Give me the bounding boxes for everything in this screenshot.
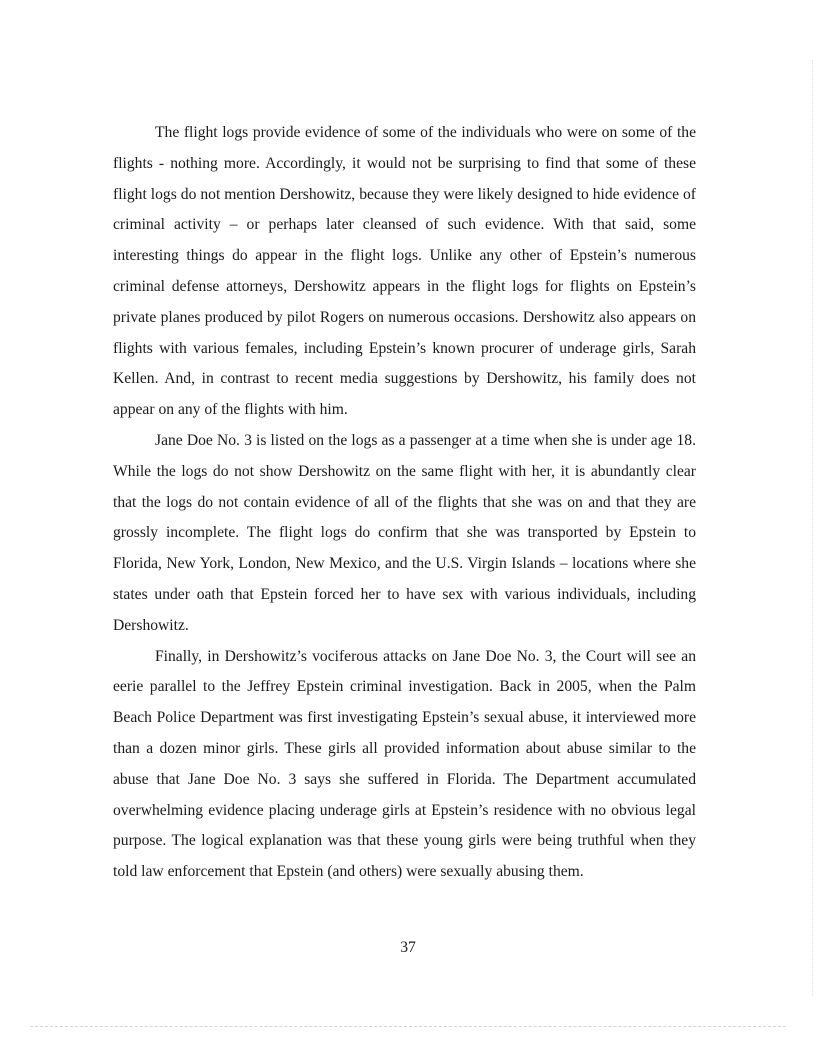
- paragraph-flight-logs: The flight logs provide evidence of some of the individuals who were on some of the flights - nothing more. Accordingly, it would not be surprising to find that some of these flight logs do not mention Dershowitz, because they were likely designed to hide evidence of criminal activity – or perhaps later cleansed of such evidence. With that said, some interesting things do appear in the flight logs. Unlike any other of Epstein’s numerous criminal defense attorneys, Dershowitz appears in the flight logs for flights on Epstein’s private planes produced by pilot Rogers on numerous occasions. Dershowitz also appears on flights with various females, including Epstein’s known procurer of underage girls, Sarah Kellen. And, in contrast to recent media suggestions by Dershowitz, his family does not appear on any of the flights with him.: [113, 124, 696, 419]
- scan-bottom-mark: [30, 1026, 786, 1027]
- body-text: [113, 118, 696, 888]
- page-number: 37: [400, 939, 416, 956]
- scan-edge-mark: [812, 60, 813, 996]
- paragraph-jane-doe-logs: Jane Doe No. 3 is listed on the logs as a passenger at a time when she is under age 18. While the logs do not show Dershowitz on the same flight with her, it is abundantly clear that the logs do not contain evidence of all of the flights that she was on and that they are grossly incomplete. The flight logs do confirm that she was transported by Epstein to Florida, New York, London, New Mexico, and the U.S. Virgin Islands – locations where she states under oath that Epstein forced her to have sex with various individuals, including Dershowitz.: [113, 431, 696, 634]
- paragraph-investigation-parallel: Finally, in Dershowitz’s vociferous attacks on Jane Doe No. 3, the Court will see an eerie parallel to the Jeffrey Epstein criminal investigation. Back in 2005, when the Palm Beach Police Department was first investigating Epstein’s sexual abuse, it interviewed more than a dozen minor girls. These girls all provided information about abuse similar to the abuse that Jane Doe No. 3 says she suffered in Florida. The Department accumulated overwhelming evidence placing underage girls at Epstein’s residence with no obvious legal purpose. The logical explanation was that these young girls were being truthful when they told law enforcement that Epstein (and others) were sexually abusing them.: [113, 647, 696, 881]
